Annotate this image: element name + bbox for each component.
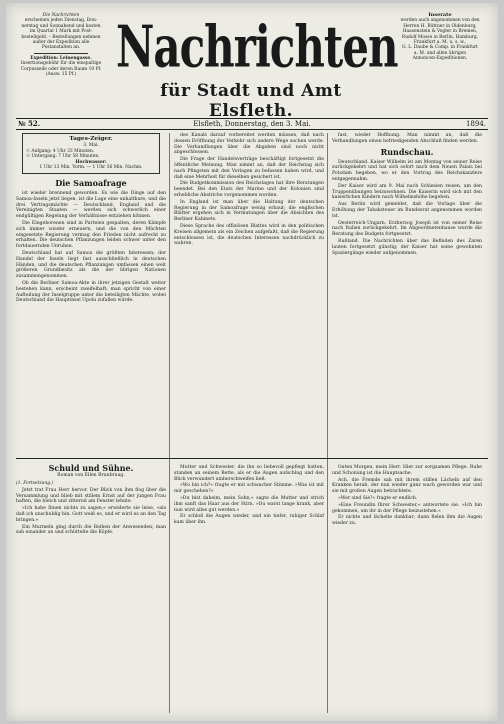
article-paragraph: Diese Sprache des offiziösen Blattes wird in den politischen Kreisen allgemein als ein Zeichen aufgefaßt, daß die Regierung entschlossen ist, die deutschen Interessen nachdrücklich zu wahren. [174, 223, 324, 247]
article-paragraph: Der Kaiser wird am 9. Mai nach Schlesien reisen, um den Truppenübungen beizuwohnen. Die Kaiserin wird sich mit den kaiserlichen Kindern nach Wilhelmshöhe begeben. [332, 183, 482, 201]
column-3 [332, 133, 482, 257]
side-right-line: Annoncen-Expeditionen. [412, 56, 468, 62]
feuilleton-paragraph: »Eine Freundin Ihrer Schwester,« antwortete sie. »Ich bin gekommen, um ihr in der Pflege beizustehen.« [332, 502, 482, 514]
side-right-line: a. M. und allen übrigen [413, 50, 467, 56]
side-left-line: Insertionsgebühr für die einspaltige [20, 61, 102, 67]
calendar-box [22, 133, 160, 174]
calendar-line: ☉ Aufgang: 4 Uhr 33 Minuten. [26, 148, 95, 154]
newspaper-title: Nachrichten [116, 13, 398, 80]
article-paragraph: Deutschland hat auf Samoa die größten Interessen; der Handel der Inseln liegt fast ausschließlich in deutschen Händen, und die deutschen Pflanzungen umfassen einen weit größeren Grundbesitz als die der übrigen Nationen zusammengenommen. [16, 250, 166, 280]
side-right-line: werden auch angenommen von den [400, 18, 480, 24]
newspaper-subtitle: für Stadt und Amt Elsfleth. [160, 81, 342, 121]
newspaper-page [6, 3, 498, 721]
feuilleton-paragraph: Ach, die Fremde sah mit ihrem stillen Lächeln auf den Kranken herab, der nun wieder ganz wach geworden war und sie mit großen Augen betrachtete. [332, 477, 482, 495]
article-paragraph: Oesterreich-Ungarn. Erzherzog Joseph ist von seiner Reise nach Italien zurückgekehrt. Im Abgeordnetenhause wurde die Beratung des Budgets fortgesetzt. [332, 220, 482, 238]
column-1 [16, 133, 166, 305]
feuilleton-paragraph: Mutter und Schwester, die ihn so liebevoll gepflegt hatten, standen an seinem Bette, als er die Augen aufschlug und den Blick verwundert umherschweifen ließ. [174, 465, 324, 482]
article-paragraph: Die Budgetkommission des Reichstages hat ihre Beratungen beendet. Bei den Etats der Marine und der Kolonien sind erhebliche Abstriche vorgenommen worden. [174, 181, 324, 198]
side-right-line: Herren H. Büttner in Oldenburg, [403, 23, 477, 29]
feuilleton-paragraph: Guten Morgen, mein Herr. Hier zur sorgsamen Pflege. Ruhe und Schonung ist die Hauptsache. [332, 465, 482, 476]
side-left-line: Corpuszeile oder deren Raum 10 Pf. [20, 66, 102, 72]
subscription-info [16, 13, 106, 77]
feuilleton-paragraph: Er schloß die Augen wieder, und ein tiefer, ruhiger Schlaf kam über ihn. [174, 514, 324, 526]
calendar-line: 1 Uhr 13 Min. Vorm. — 1 Uhr 36 Min. Nachm. [39, 165, 143, 171]
article-paragraph: Aus Berlin wird gemeldet, daß die Vorlage über die Erhöhung der Tabaksteuer im Bundesrat angenommen worden ist. [332, 202, 482, 219]
article-paragraph: Deutschland. Kaiser Wilhelm ist am Montag von seiner Reise zurückgekehrt und hat sich sofort nach dem Neuen Palais bei Potsdam begeben, wo er den Vortrag des Reichskanzlers entgegennahm. [332, 159, 482, 182]
feuilleton-part: (1. Fortsetzung.) [16, 481, 54, 486]
feuilleton-paragraph: »Wo bin ich?« fragte er mit schwacher Stimme. »Was ist mit mir geschehen?« [174, 483, 324, 495]
calendar-line: Hochwasser: [75, 159, 107, 165]
side-right-line: Haasenstein & Vogler in Bremen, [402, 29, 478, 35]
calendar-date: 3. Mai. [83, 143, 99, 148]
side-left-line: im Quartal 1 Mark mit Post- [29, 29, 93, 35]
side-right-line: Rudolf Mosse in Berlin, Hamburg, [401, 34, 479, 40]
feuilleton-column-3 [332, 465, 482, 528]
feuilleton-column-2 [174, 465, 324, 527]
feuilleton-divider [16, 458, 488, 459]
rundschau-heading: Rundschau. [380, 146, 434, 157]
side-left-line: nerstag und Sonnabend und kosten [21, 23, 101, 29]
feuilleton-paragraph: Jetzt trat Frau Herr hervor. Der Blick von ihm flog über die Versammlung und blieb mit stillem Ernst auf der jungen Frau haften, die bleich und zitternd am Fenster lehnte. [16, 487, 166, 505]
masthead [116, 13, 398, 121]
dateline [16, 118, 488, 130]
column-2 [174, 133, 324, 248]
feuilleton-paragraph: Er nickte und lächelte dankbar; dann fielen ihm die Augen wieder zu. [332, 515, 482, 527]
side-left-line: (Ausw. 15 Pf.) [45, 72, 77, 78]
article-paragraph: In England ist man über die Haltung der deutschen Regierung in der Samoafrage wenig erbaut; die englischen Blätter ergehen sich in Vermutungen über die Absichten des Berliner Kabinets. [174, 199, 324, 223]
side-right-line: Frankfurt a. M. u. s. w., [413, 40, 467, 46]
article-paragraph: fast, wieder Hoffnung. Man nimmt an, daß die Verhandlungen einen befriedigenden Abschluß finden werden. [332, 133, 482, 144]
feuilleton-title: Schuld und Sühne. [48, 463, 134, 473]
place-date: Elsfleth, Donnerstag, den 3. Mai. [193, 120, 311, 128]
calendar-line: ☉ Untergang: 7 Uhr 58 Minuten. [26, 154, 100, 160]
issue-year: 1894. [465, 120, 486, 128]
side-left-line: bestellgeld. – Bestellungen nehmen [21, 34, 101, 40]
article-paragraph: Die Eingeborenen sind in Parteien gespalten, deren Kämpfe sich immer wieder erneuern, und die von den Mächten eingesetzte Regierung vermag den Frieden nicht aufrecht zu erhalten. Die deutschen Pflanzungen leiden schwer unter den fortdauernden Unruhen. [16, 220, 166, 250]
article-paragraph: Die Frage der Handelsverträge beschäftigt fortgesetzt die öffentliche Meinung. Man nimmt an, daß der Reichstag sich nach Pfingsten mit den Vorlagen zu befassen haben wird, und daß eine Mehrheit für dieselben gesichert ist. [174, 157, 324, 180]
side-left-line: Expedition: Leinengasse. [30, 55, 92, 61]
article-paragraph: des Kanals darauf vorbereitet werden müssen, daß nach dessen Eröffnung der Verkehr sich andere Wege suchen werde. Die Verhandlungen über die Abgaben sind noch nicht abgeschlossen. [174, 133, 324, 156]
feuilleton-paragraph: Ein Murmeln ging durch die Reihen der Anwesenden; man sah einander an und schüttelte die Köpfe. [16, 524, 166, 536]
article-paragraph: Ob die Berliner Samoa-Akte in ihrer jetzigen Gestalt weiter bestehen kann, erscheint zweifelhaft; man spricht von einer Aufteilung der Inselgruppe unter die beteiligten Mächte, wobei Deutschland die Hauptinsel Upolu zufallen würde. [16, 280, 166, 304]
article-paragraph: Rußland. Die Nachrichten über das Befinden des Zaren lauten fortgesetzt günstig; der Kaiser hat seine gewohnten Spaziergänge wieder aufgenommen. [332, 238, 482, 256]
side-left-line: erscheinen jeden Dienstag, Don- [24, 18, 98, 24]
side-right-head: Inserate [428, 12, 452, 18]
calendar-title: Tages-Zeiger. [69, 136, 113, 142]
feuilleton-header [16, 463, 166, 478]
side-left-line: Die Nachrichten [42, 13, 80, 18]
column-divider [169, 133, 170, 713]
feuilleton-column-1 [16, 481, 166, 537]
advertising-info [392, 13, 488, 62]
feuilleton-paragraph: »Du bist daheim, mein Sohn,« sagte die Mutter und strich ihm sanft das Haar aus der Stirn. »Du warst lange krank, aber nun wird alles gut werden.« [174, 495, 324, 513]
issue-number: № 52. [18, 119, 41, 128]
article-paragraph: ist wieder brennend geworden. Es wie die Dinge auf den Samoa-Inseln jetzt liegen, ist die Lage eine unhaltbare, und die drei Vertragsmächte — Deutschland, England und die Vereinigten Staaten — werden sich schwerlich einer endgültigen Regelung der Verhältnisse entziehen können. [16, 190, 166, 220]
side-left-line: außer der Expedition alle [32, 40, 90, 46]
feuilleton-author: Roman von Ellen Brunbraug. [57, 473, 125, 478]
feuilleton-paragraph: »Wer sind Sie?« fragte er endlich. [338, 495, 418, 501]
article-heading: Die Samoafrage [55, 177, 127, 188]
side-left-line: Postanstalten an. [41, 45, 81, 51]
side-right-line: G. L. Daube & Comp. in Frankfurt [402, 45, 478, 51]
column-divider [327, 133, 328, 713]
feuilleton-paragraph: »Ich habe Ihnen nichts zu sagen,« erwiderte sie leise, »als daß ich unschuldig bin. Gott weiß es, und er wird es an den Tag bringen.« [16, 506, 166, 523]
